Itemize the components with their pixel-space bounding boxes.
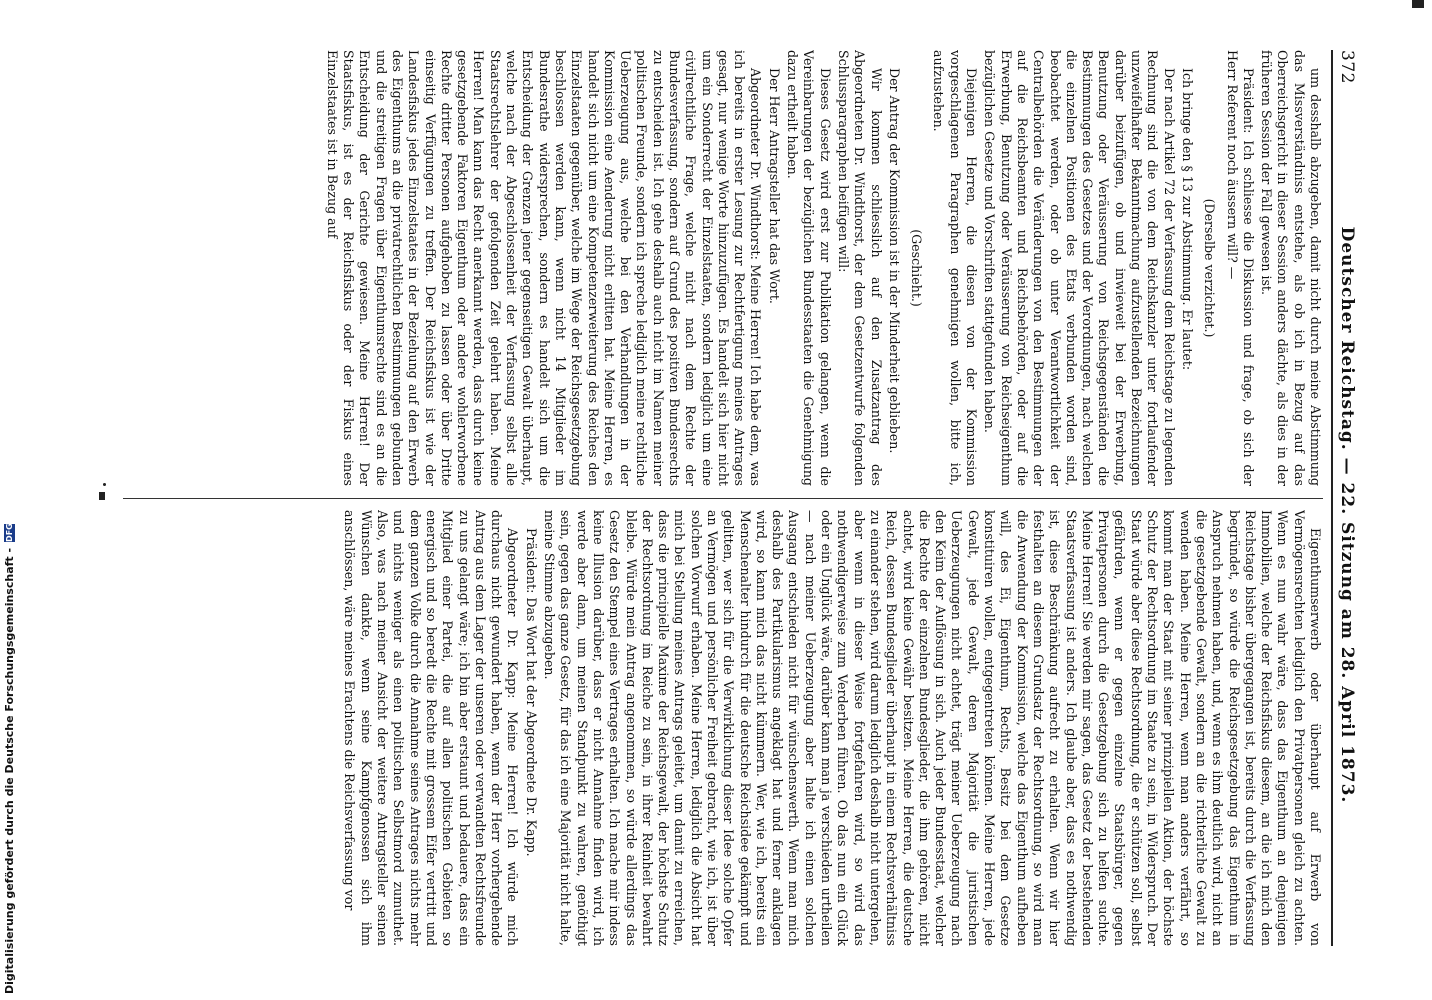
document-page <box>85 28 1375 968</box>
paragraph: Der Herr Antragsteller hat das Wort. <box>766 68 782 304</box>
paragraph: Abgeordneter Dr. Kapp: Meine Herren! Ich würde mich durchaus nicht gewundert haben, wenn der Herr vorhergehende Antrag aus dem Lager der unseren oder verwandten Rechtsfreunde zu uns gelangt wäre; ich bin aber erstaunt und bedauere, dass ein Mitglied einer Partei, die auf allen politischen Gebieten so energisch und so beredt die Rechte mit grossem Eifer vertritt und dem ganzen Volke durch die Annahme seines Antrages nichts mehr und nichts weniger als einen politischen Selbstmord zumuthet. Also, was nach meiner Ansicht der weitere Antragsteller seinen Wünschen dankte, wenn seine Kampfgenossen sich ihm anschlössen, wäre meines Erachtens die Reichsverfassung vor <box>342 510 521 946</box>
text-columns <box>123 50 1323 946</box>
right-column <box>123 510 1323 946</box>
paragraph: Diejenigen Herren, die diesen von der Kommission vorgeschlagenen Paragraphen genehmigen wollen, bitte ich, aufzustehen. <box>931 50 980 486</box>
paragraph: Der nach Artikel 72 der Verfassung dem Reichstage zu legenden Rechnung sind die von dem Reichskanzler unter fortlaufender unzweifelhafter Bekanntmachung aufzustellenden Bezeichnungen darüber beizufügen, ob und inwieweit bei der Erwerbung, Benutzung oder Veräusserung von Reichsgegenständen die Bestimmungen des Gesetzes und der Verordnungen, nach welchen die einzelnen Positionen des Etats verbunden worden sind, beobachtet werden, oder ob unter Verantwortlichkeit der Centralbehörden die Veränderungen von den Bestimmungen der auf die Reichsbeamten und Reichsbehörden, oder auf die Erwerbung, Benutzung oder Veräusserung von Reichseigenthum bezüglichen Gesetze und Vorschriften stattgefunden haben. <box>982 50 1177 486</box>
page-title: Deutscher Reichstag. — 22. Sitzung am 28. April 1873. <box>1337 226 1357 804</box>
page-number: 372 <box>1337 50 1357 84</box>
scan-artifact <box>99 492 105 500</box>
paragraph: (Geschieht.) <box>909 229 925 307</box>
paragraph: Abgeordneter Dr. Windthorst: Meine Herren! Ich habe dem, was ich bereits in erster Lesung zur Rechtfertigung meines Antrages gesagt, nur wenige Worte hinzuzufügen. Es handelt sich hier nicht um ein Sonderrecht der Einzelstaaten, sondern lediglich um eine civilrechtliche Frage, welche nicht nach dem Rechte der Bundesverfassung, sondern auf Grund des positiven Bundesrechts zu entscheiden ist. Ich gehe deshalb auch nicht im Namen meiner politischen Freunde, sondern ich spreche lediglich meine rechtliche Ueberzeugung aus, welche bei den Verhandlungen in der Kommission eine Aenderung nicht erlitten hat. Meine Herren, es handelt sich nicht um eine Kompetenzerweiterung des Reiches den Einzelstaaten gegenüber, welche im Wege der Reichsgesetzgebung beschlossen werden kann, wenn nicht 14 Mitglieder im Bundesrathe widersprechen, sondern es handelt sich um die Entscheidung der Grenzen jener gegenseitigen Gewalt überhaupt, welche nach der Abgeschlossenheit der Verfassung selbst alle Staatsrechtslehrer der gefolgenden Zeit gelehrt haben. Meine Herren! Man kann das Recht anerkannt werden, dass durch keine gesetzgebende Faktoren Eigenthum oder andere wohlerworbene Rechte dritter Personen aufgehoben zu lassen oder über Dritte einseitig Verfügungen zu treffen. Der Reichsfiskus ist wie der Landesfiskus jedes Einzelstaates in der Beziehung auf den Erwerb des Eigenthums an die privatrechtlichen Bestimmungen gebunden und die streitigen Fragen über Eigenthumsrechte sind es an die Entscheidung der Gerichte gewiesen. Meine Herren! Der Staatsfiskus, ist es der Reichsfiskus oder der Fiskus eines Einzelstaates ist in Bezug auf <box>324 50 764 486</box>
paragraph: Präsident: Ich schliesse die Diskussion und frage, ob sich der Herr Referent noch äussern will? — <box>1224 50 1256 486</box>
paragraph: Dieses Gesetz wird erst zur Publikation gelangen, wenn die Vereinbarungen der bezüglichen Bundesstaaten die Genehmigung dazu ertheilt haben. <box>785 50 833 486</box>
footer-text: Digitalisierung gefördert durch die Deutsche Forschungsgemeinschaft - <box>3 547 16 994</box>
left-column <box>123 50 1323 486</box>
paragraph: (Derselbe verzichtet.) <box>1202 198 1218 338</box>
paragraph: Der Antrag der Kommission ist in der Minderheit geblieben. <box>886 68 902 454</box>
scan-artifact <box>1412 0 1424 8</box>
paragraph: Präsident: Das Wort hat der Abgeordnete Dr. Kapp. <box>523 528 539 857</box>
column-divider <box>123 498 1323 499</box>
paragraph: Wir kommen schliesslich auf den Zusatzantrag des Abgeordneten Dr. Windthorst, der dem Gesetzentwurfe folgenden Schlussparagraphen beifügen will: <box>835 50 884 486</box>
running-head <box>1331 50 1357 946</box>
paragraph: Eigenthumserwerb oder überhaupt auf Erwerb von Vermögensrechten lediglich den Privatpersonen gleich zu achten. Wenn es nun wahr wäre, dass das Eigenthum an denjenigen Immobilien, welche der Reichsfiskus diesem, an die ich mich den Reichstage bisher übergegangen ist, bereits durch die Verfassung begründet, so würde die Reichsgesetzgebung das Eigenthum in Anspruch nehmen haben, und, wenn es ihm deutlich wird, nicht an die gesetzgebende Gewalt, sondern an die richterliche Gewalt zu wenden haben. Meine Herren, wenn man anders verfährt, so kommt man der Staat mit seiner prinzipiellen Aktion, der höchste Schutz der Rechtsordnung im Staate zu sein, in Widerspruch. Der Staat würde aber diese Rechtsordnung, die er schützen soll, selbst gefährden, wenn er gegen einzelne Staatsbürger, gegen Privatpersonen durch die Gesetzgebung sich zu helfen suchte. Meine Herren! Sie werden mir sagen, das Gesetz der bestehenden Staatsverfassung ist anders. Ich glaube aber, dass es nothwendig ist, diese Beschränkung aufrecht zu erhalten. Wenn wir hier festhalten an diesem Grundsatz der Rechtsordnung, so wird man die Anwendung der Kommission, welche das Eigenthum aufheben will, des Ei, Eigenthum, Rechts, Besitz bei dem Gesetze konstituiren wollen, entgegentreten können. Meine Herren, jede Gewalt, jede Gewalt, deren Majorität die juristischen Ueberzeugungen nicht achtet, trägt meiner Ueberzeugung nach den Keim der Auflösung in sich. Auch jeder Bundesstaat, welcher die Rechte der einzelnen Bundesglieder, die ihm gehören, nicht achtet, wird keine Gewähr besitzen. Meine Herren, die deutsche Reich, dessen Bundesglieder überhaupt in einem Rechtsverhältniss zu einander stehen, wird darum lediglich deshalb nicht untergehen, aber wenn in dieser Weise fortgefahren wird, so wird das nothwendigerweise zum Verderben führen. Ob das nun ein Glück oder ein Unglück wäre, darüber kann man ja verschieden urtheilen — nach meiner Ueberzeugung aber halte ich einen solchen Ausgang entschieden nicht für wünschenswerth. Wenn man mich deshalb des Partikularismus angeklagt hat und ferner anklagen wird, so kann mich das nicht kümmern. Wer, wie ich, bereits ein Menschenalter hindurch für die deutsche Reichsidee gekämpft und gelitten, wer sich für die Verwirklichung dieser Idee solche Opfer an Vermögen und persönlicher Freiheit gebracht, wie ich, ist über solchen Vorwurf erhaben. Meine Herren, lediglich die Absicht hat mich bei Stellung meines Antrags geleitet, um damit zu erreichen, dass die principielle Maxime der Reichsgewalt, der höchste Schutz der Rechtsordnung im Reiche zu sein, in ihrer Reinheit bewahrt bleibe. Würde mein Antrag angenommen, so würde allerdings das Gesetz den Stempel eines Vertrages erhalten. Ich mache mir indess keine Illusion darüber, dass er nicht Annahme finden wird, ich werde aber dann, um meinen Standpunkt zu wahren, genöthigt sein, gegen das ganze Gesetz, für das ich eine Majorität nicht halte, meine Stimme abzugeben. <box>542 510 1323 946</box>
paragraph: Ich bringe den § 13 zur Abstimmung. Er lautet: <box>1179 68 1195 371</box>
digitization-footer <box>0 0 20 1000</box>
dfg-logo-icon: DFG <box>5 523 14 542</box>
scan-artifact <box>103 483 106 486</box>
paragraph: um desshalb abzugeben, damit nicht durch meine Abstimmung das Missverständniss entstehe, als ob ich in Bezug auf das Oberreichsgericht in dieser Session anders dächte, als dies in der früheren Session der Fall gewesen ist. <box>1259 50 1323 486</box>
